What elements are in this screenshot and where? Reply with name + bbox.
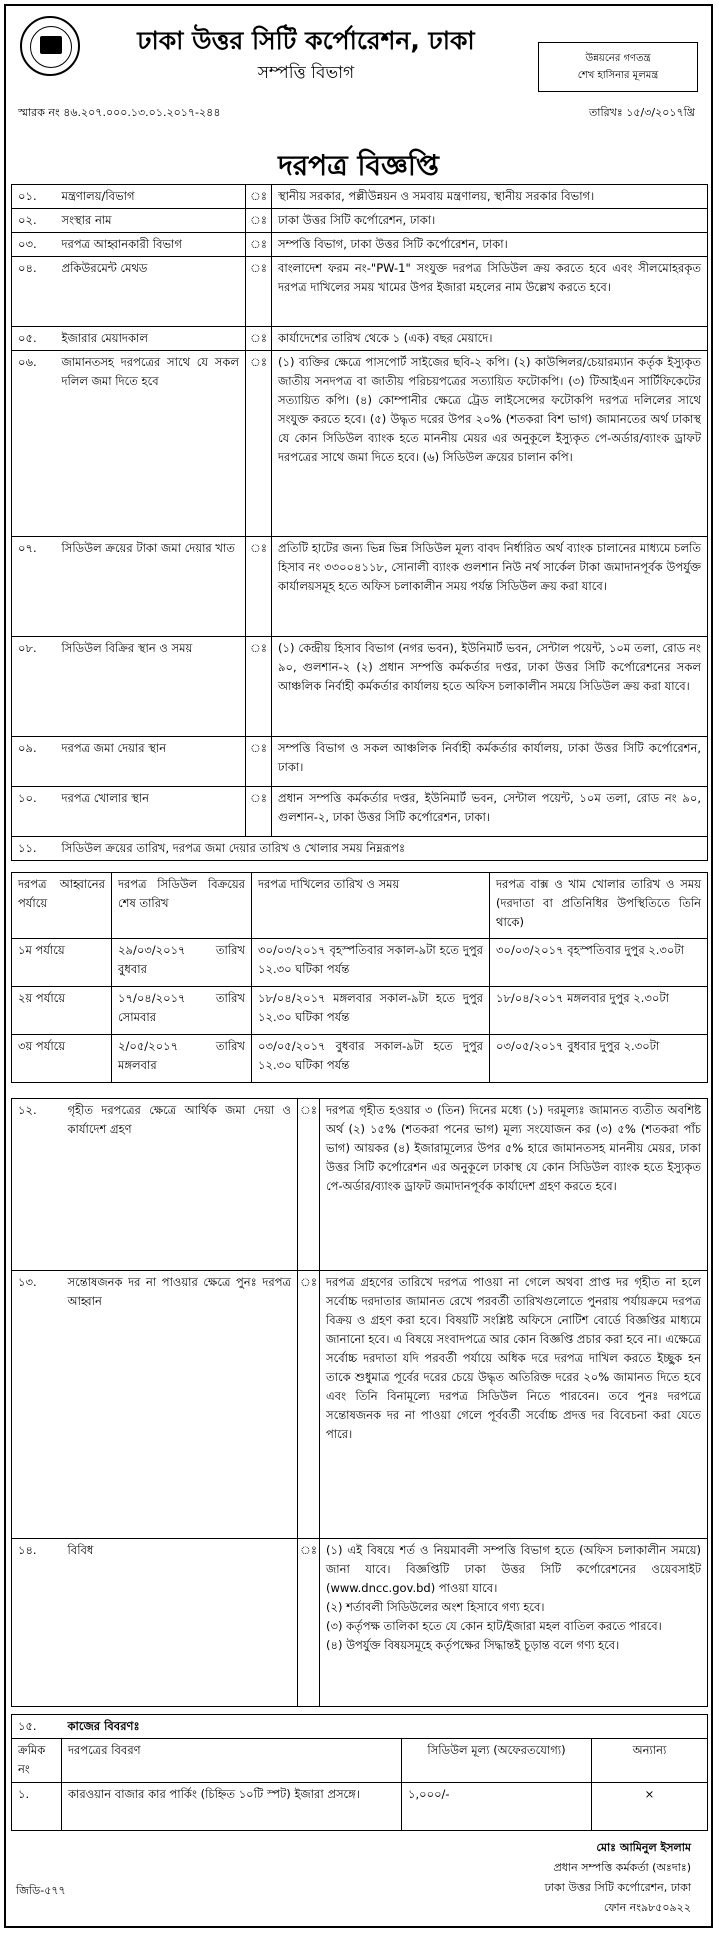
notice-items-table: [11, 184, 708, 861]
work-header: ক্রমিক নং: [12, 1739, 62, 1783]
item-label: প্রকিউরমেন্ট মেথড: [56, 257, 246, 327]
item-colon: ঃ: [246, 537, 272, 637]
table-row: [12, 1715, 708, 1739]
item-no: ১৪.: [12, 1539, 62, 1707]
schedule-cell: ১৭/০৪/২০১৭ তারিখ সোমবার: [112, 987, 252, 1035]
motto-line-1: উন্নয়নের গণতন্ত্র: [585, 53, 651, 64]
item-label: সিডিউল ক্রয়ের টাকা জমা দেয়ার খাত: [56, 537, 246, 637]
motto-box: [538, 42, 698, 92]
schedule-cell: ২৯/০৩/২০১৭ তারিখ বুধবার: [112, 939, 252, 987]
item-colon: ঃ: [246, 787, 272, 837]
table-row: [12, 737, 708, 787]
item-no: ০৩.: [12, 233, 56, 257]
table-row: [12, 1271, 708, 1539]
schedule-cell: ০৩/০৫/২০১৭ বুধবার দুপুর ২.৩০টা: [490, 1035, 708, 1083]
table-row: [12, 1099, 708, 1271]
item-value-list: [320, 1539, 708, 1707]
item-no: ০৯.: [12, 737, 56, 787]
notice-items-table-2: [11, 1098, 708, 1707]
misc-line: (৪) উপর্যুক্ত বিষয়সমূহে কর্তৃপক্ষের সিদ্ধান্তই চূড়ান্ত বলে গণ্য হবে।: [326, 1638, 620, 1652]
schedule-header: দরপত্র আহ্বানের পর্যায়ে: [12, 873, 112, 939]
item-label: সন্তোষজনক দর না পাওয়ার ক্ষেত্রে পুনঃ দরপত্র আহ্বান: [62, 1271, 298, 1539]
table-row: [12, 1539, 708, 1707]
item-no: ১২.: [12, 1099, 62, 1271]
item-no: ০৮.: [12, 637, 56, 737]
item-colon: ঃ: [246, 209, 272, 233]
work-header: দরপত্রের বিবরণ: [62, 1739, 402, 1783]
item-value: দরপত্র গ্রহণের তারিখে দরপত্র পাওয়া না গেলে অথবা প্রাপ্ত দর গৃহীত না হলে সর্বোচ্চ দরদাতার জামানত রেখে পরবর্তী তারিখগুলোতে পুনরায় পর্যায়ক্রমে দরপত্র বিক্রয় ও গ্রহণ করা হবে। বিষয়টি সংশ্লিষ্ট অফিসে নোটিশ বোর্ডে বিজ্ঞপ্তির মাধ্যমে জানানো হবে। এ বিষয়ে সংবাদপত্রে আর কোন বিজ্ঞপ্তি প্রচার করা হবে না। এক্ষেত্রে সর্বোচ্চ দরদাতা যদি পরবর্তী পর্যায়ে অধিক দরে দরপত্র দাখিল করতে ইচ্ছুক হন তাকে শুধুমাত্র পূর্বের দরের চেয়ে উদ্ধৃত অতিরিক্ত দরের ২০% জামানত দিতে হবে এবং তিনি বিনামূল্যে দরপত্র সিডিউল নিতে পারবেন। তবে পুনঃ দরপত্রে সন্তোষজনক দর না পাওয়া গেলে পূর্ববর্তী সর্বোচ্চ প্রদত্ত দর বিবেচনা করা যেতে পারে।: [320, 1271, 708, 1539]
item-value: বাংলাদেশ ফরম নং-"PW-1" সংযুক্ত দরপত্র সিডিউল ক্রয় করতে হবে এবং সীলমোহরকৃত দরপত্র দাখিলের সময় খামের উপর ইজারা মহলের নাম উল্লেখ করতে হবে।: [272, 257, 708, 327]
item-colon: ঃ: [246, 637, 272, 737]
schedule-cell: ৩০/০৩/২০১৭ বৃহস্পতিবার সকাল-৯টা হতে দুপুর ১২.৩০ ঘটিকা পর্যন্ত: [252, 939, 490, 987]
item-value: দরপত্র গৃহীত হওয়ার ৩ (তিন) দিনের মধ্যে (১) দরমূল্যঃ জামানত ব্যতীত অবশিষ্ট অর্থ (২) ১৫% (শতকরা পনের ভাগ) মূল্য সংযোজন কর (৩) ৫% (শতকরা পাঁচ ভাগ) আয়কর (৪) ইজারামূল্যের উপর ৫% হারে জামানতসহ মাননীয় মেয়র, ঢাকা উত্তর সিটি কর্পোরেশন এর অনুকূলে ঢাকাস্থ যে কোন সিডিউল ব্যাংক হতে ইস্যুকৃত পে-অর্ডার/ব্যাংক ড্রাফট জমাদানপূর্বক কার্যাদেশ গ্রহণ করতে হবে।: [320, 1099, 708, 1271]
misc-line: (৩) কর্তৃপক্ষ তালিকা হতে যে কোন হাট/ইজারা মহল বাতিল করতে পারবে।: [326, 1619, 662, 1633]
item-label: সংস্থার নাম: [56, 209, 246, 233]
item-value: স্থানীয় সরকার, পল্লীউন্নয়ন ও সমবায় মন্ত্রণালয়, স্থানীয় সরকার বিভাগ।: [272, 185, 708, 209]
work-header: অন্যান্য: [592, 1739, 708, 1783]
item-no: ১৫.: [12, 1715, 62, 1739]
item-colon: ঃ: [298, 1539, 320, 1707]
work-cell: ×: [592, 1783, 708, 1831]
signatory-designation: প্রধান সম্পত্তি কর্মকর্তা (অঃদাঃ): [553, 1861, 691, 1874]
signature-block: [545, 1838, 691, 1918]
item-label: দরপত্র খোলার স্থান: [56, 787, 246, 837]
work-cell: ১,০০০/-: [402, 1783, 592, 1831]
table-row: [12, 257, 708, 327]
table-row: [12, 209, 708, 233]
item-no: ১০.: [12, 787, 56, 837]
item-value: কার্যাদেশের তারিখ থেকে ১ (এক) বছর মেয়াদে।: [272, 327, 708, 351]
work-cell: কারওয়ান বাজার কার পার্কিং (চিহ্নিত ১০টি স্পট) ইজারা প্রসঙ্গে।: [62, 1783, 402, 1831]
item-colon: ঃ: [246, 257, 272, 327]
item-label: দরপত্র আহ্বানকারী বিভাগ: [56, 233, 246, 257]
item-colon: ঃ: [298, 1099, 320, 1271]
table-row: [12, 787, 708, 837]
table-row: [12, 1035, 708, 1083]
item-no: ০৬.: [12, 351, 56, 537]
item-colon: ঃ: [246, 351, 272, 537]
table-row: [12, 1783, 708, 1831]
item-colon: ঃ: [246, 185, 272, 209]
item-11-text: সিডিউল ক্রয়ের তারিখ, দরপত্র জমা দেয়ার তারিখ ও খোলার সময় নিম্নরূপঃ: [56, 837, 708, 861]
schedule-cell: ১৮/০৪/২০১৭ মঙ্গলবার সকাল-৯টা হতে দুপুর ১২.৩০ ঘটিকা পর্যন্ত: [252, 987, 490, 1035]
item-15-title: কাজের বিবরণঃ: [62, 1715, 708, 1739]
item-label: জামানতসহ দরপত্রের সাথে যে সকল দলিল জমা দিতে হবে: [56, 351, 246, 537]
work-header: সিডিউল মূল্য (অফেরতযোগ্য): [402, 1739, 592, 1783]
table-row: [12, 351, 708, 537]
schedule-cell: ৩০/০৩/২০১৭ বৃহস্পতিবার দুপুর ২.৩০টা: [490, 939, 708, 987]
item-colon: ঃ: [246, 327, 272, 351]
schedule-table: [11, 872, 708, 1083]
table-row: [12, 327, 708, 351]
table-row: [12, 837, 708, 861]
item-colon: ঃ: [298, 1271, 320, 1539]
schedule-cell: ১ম পর্যায়ে: [12, 939, 112, 987]
item-colon: ঃ: [246, 233, 272, 257]
dncc-logo-icon: [20, 16, 80, 76]
item-label: বিবিধ: [62, 1539, 298, 1707]
gd-number: জিডি-৫৭৭: [16, 1884, 66, 1897]
schedule-cell: ২/০৫/২০১৭ তারিখ মঙ্গলবার: [112, 1035, 252, 1083]
item-colon: ঃ: [246, 737, 272, 787]
notice-title: দরপত্র বিজ্ঞপ্তি: [278, 149, 439, 182]
item-no: ০৭.: [12, 537, 56, 637]
table-row: [12, 987, 708, 1035]
notice-date: তারিখঃ ১৫/৩/২০১৭খ্রি: [589, 106, 695, 119]
table-row: [12, 185, 708, 209]
item-label: সিডিউল বিক্রির স্থান ও সময়: [56, 637, 246, 737]
signatory-name: মোঃ আমিনুল ইসলাম: [596, 1841, 691, 1854]
item-no: ০১.: [12, 185, 56, 209]
schedule-cell: ০৩/০৫/২০১৭ বুধবার সকাল-৯টা হতে দুপুর ১২.৩০ ঘটিকা পর্যন্ত: [252, 1035, 490, 1083]
item-label: মন্ত্রণালয়/বিভাগ: [56, 185, 246, 209]
item-no: ০৫.: [12, 327, 56, 351]
table-row: [12, 939, 708, 987]
misc-line: (১) এই বিষয়ে শর্ত ও নিয়মাবলী সম্পত্তি বিভাগ হতে (অফিস চলাকালীন সময়ে) জানা যাবে। বিজ্ঞপ্তিটি ঢাকা উত্তর সিটি কর্পোরেশনের ওয়েবসাইট (www.dncc.gov.bd) পাওয়া যাবে।: [326, 1543, 701, 1595]
item-no: ১৩.: [12, 1271, 62, 1539]
signatory-org: ঢাকা উত্তর সিটি কর্পোরেশন, ঢাকা: [544, 1881, 691, 1894]
item-label: ইজারার মেয়াদকাল: [56, 327, 246, 351]
item-no: ০২.: [12, 209, 56, 233]
work-cell: ১.: [12, 1783, 62, 1831]
table-row: [12, 537, 708, 637]
item-value: (১) কেন্দ্রীয় হিসাব বিভাগ (নগর ভবন), ইউনিমার্ট ভবন, সেন্টাল পয়েন্ট, ১০ম তলা, রোড নং ৯০, গুলশান-২ (২) প্রধান সম্পত্তি কর্মকর্তার দপ্তর, ঢাকা উত্তর সিটি কর্পোরেশনের সকল আঞ্চলিক নির্বাহী কর্মকর্তার কার্যালয় হতে অফিস চলাকালীন সময়ে সিডিউল ক্রয় করা যাবে।: [272, 637, 708, 737]
notice-page: [4, 4, 713, 1928]
item-value: প্রধান সম্পত্তি কর্মকর্তার দপ্তর, ইউনিমার্ট ভবন, সেন্টাল পয়েন্ট, ১০ম তলা, রোড নং ৯০, গুলশান-২, ঢাকা উত্তর সিটি কর্পোরেশন, ঢাকা।: [272, 787, 708, 837]
org-name: ঢাকা উত্তর সিটি কর্পোরেশন, ঢাকা: [137, 26, 475, 55]
work-header-row: [12, 1739, 708, 1783]
item-value: সম্পত্তি বিভাগ ও সকল আঞ্চলিক নির্বাহী কর্মকর্তার কার্যালয়, ঢাকা উত্তর সিটি কর্পোরেশন, ঢাকা।: [272, 737, 708, 787]
schedule-header: দরপত্র বাক্স ও খাম খোলার তারিখ ও সময় (দরদাতা বা প্রতিনিধির উপস্থিতিতে তিনি থাকে): [490, 873, 708, 939]
table-row: [12, 233, 708, 257]
item-label: দরপত্র জমা দেয়ার স্থান: [56, 737, 246, 787]
schedule-header-row: [12, 873, 708, 939]
item-no: ০৪.: [12, 257, 56, 327]
misc-line: (২) শর্তাবলী সিডিউলের অংশ হিসাবে গণ্য হবে।: [326, 1600, 545, 1614]
item-label: গৃহীত দরপত্রের ক্ষেত্রে আর্থিক জমা দেয়া ও কার্যাদেশ গ্রহণ: [62, 1099, 298, 1271]
motto-line-2: শেখ হাসিনার মূলমন্ত্র: [577, 70, 659, 81]
schedule-cell: ২য় পর্যায়ে: [12, 987, 112, 1035]
table-row: [12, 637, 708, 737]
signatory-phone: ফোন নং৯৮৫০৯২২: [603, 1901, 691, 1914]
item-value: প্রতিটি হাটের জন্য ভিন্ন ভিন্ন সিডিউল মূল্য বাবদ নির্ধারিত অর্থ ব্যাংক চালানের মাধ্যমে চলতি হিসাব নং ৩৩০০৪১১৮, সোনালী ব্যাংক গুলশান নিউ নর্থ সার্কেল টাকা জমাদানপূর্বক উপর্যুক্ত কার্যালয়সমূহ হতে অফিস চলাকালীন সময় পর্যন্ত সিডিউল ক্রয় করা যাবে।: [272, 537, 708, 637]
item-value: ঢাকা উত্তর সিটি কর্পোরেশন, ঢাকা।: [272, 209, 708, 233]
work-table: [11, 1714, 708, 1831]
schedule-cell: ১৮/০৪/২০১৭ মঙ্গলবার দুপুর ২.৩০টা: [490, 987, 708, 1035]
schedule-header: দরপত্র সিডিউল বিক্রয়ের শেষ তারিখ: [112, 873, 252, 939]
item-value: সম্পত্তি বিভাগ, ঢাকা উত্তর সিটি কর্পোরেশন, ঢাকা।: [272, 233, 708, 257]
item-value: (১) ব্যক্তির ক্ষেত্রে পাসপোর্ট সাইজের ছবি-২ কপি। (২) কাউন্সিলর/চেয়ারম্যান কর্তৃক ইস্যুকৃত জাতীয় সনদপত্র বা জাতীয় পরিচয়পত্রের সত্যায়িত ফটোকপি। (৩) টিআইএন সার্টিফিকেটের সত্যায়িত কপি। (৪) কোম্পানীর ক্ষেত্রে ট্রেড লাইসেন্সের ফটোকপি দরপত্র দলিলের সাথে সংযুক্ত করতে হবে। (৫) উদ্ধৃত দরের উপর ২০% (শতকরা বিশ ভাগ) জামানতের অর্থ ঢাকাস্থ যে কোন সিডিউল ব্যাংক হতে মাননীয় মেয়র এর অনুকূলে ইস্যুকৃত পে-অর্ডার/ব্যাংক ড্রাফট দরপত্রের সাথে জমা দিতে হবে। (৬) সিডিউল ক্রয়ের চালান কপি।: [272, 351, 708, 537]
schedule-header: দরপত্র দাখিলের তারিখ ও সময়: [252, 873, 490, 939]
schedule-cell: ৩য় পর্যায়ে: [12, 1035, 112, 1083]
item-no: ১১.: [12, 837, 56, 861]
memo-number: স্মারক নং ৪৬.২০৭.০০০.১৩.০১.২০১৭-২৪৪: [18, 106, 221, 119]
department-name: সম্পত্তি বিভাগ: [257, 63, 355, 83]
